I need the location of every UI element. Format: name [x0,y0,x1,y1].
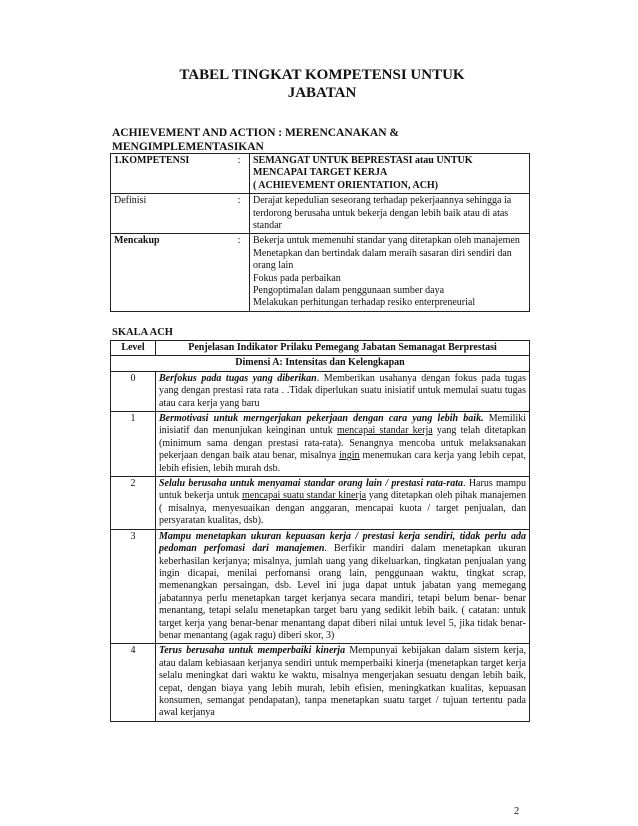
section-heading-line-2: MENGIMPLEMENTASIKAN [112,141,264,153]
level-description [156,529,530,644]
competency-row-scope [111,234,530,311]
level-number: 3 [111,529,156,644]
table-row [111,529,530,644]
competency-row-definition [111,194,530,234]
section-heading [112,126,512,154]
level-number: 0 [111,371,156,411]
scope-item: Bekerja untuk memenuhi standar yang ditetapkan oleh manajemen [253,235,520,247]
level-body: menemukan cara kerja yang lebih cepat, lebih efisien, lebih murah dsb. [159,450,526,474]
definition-colon: : [229,194,250,234]
competency-colon: : [229,154,250,194]
level-lead: Berfokus pada tugas yang diberikan [159,372,317,384]
competency-row-title [111,154,530,194]
scope-item: Pengoptimalan dalam penggunaan sumber daya [253,285,445,297]
competency-table [110,153,530,312]
title-line-1: TABEL TINGKAT KOMPETENSI UNTUK [179,67,465,83]
table-row [111,644,530,721]
level-description [156,412,530,477]
level-body: . Memberikan usahanya dengan fokus pada tugas yang dengan prestasi rata rata . .Tidak diperlukan suatu inisiatif untuk memulai suatu tugas atau cara kerja yang baru [159,372,527,409]
scope-colon: : [229,234,250,311]
table-row [111,477,530,530]
competency-value-line: SEMANGAT UNTUK BEPRESTASI atau UNTUK [253,155,473,166]
section-heading-line-1: ACHIEVEMENT AND ACTION : MERENCANAKAN & [112,127,399,139]
scale-dimension: Dimensi A: Intensitas dan Kelengkapan [111,356,530,371]
scale-header-desc: Penjelasan Indikator Prilaku Pemegang Jabatan Semanagat Berprestasi [156,341,530,356]
scope-item: Menetapkan dan bertindak dalam meraih sasaran diri sendiri dan orang lain [253,247,512,272]
scale-label: SKALA ACH [112,327,173,338]
table-row [111,412,530,477]
level-lead: Bermotivasi untuk merngerjakan pekerjaan dengan cara yang lebih baik. [159,413,484,425]
title-line-2: JABATAN [287,85,357,101]
level-body: yang ditetapkan oleh pihak manajemen ( misalnya, menyesuaikan dengan anggaran, mencapai kuota / target penjualan, dan persyaratan kualitas, dsb). [159,490,526,527]
scale-table [110,340,530,722]
level-number: 1 [111,412,156,477]
level-description [156,371,530,411]
scope-item: Fokus pada perbaikan [253,272,341,284]
level-underlined: mencapai suatu standar kinerja [241,490,367,502]
competency-value-line: MENCAPAI TARGET KERJA [253,167,388,179]
level-body: . Berfikir mandiri dalam menetapkan ukuran keberhasilan kerjanya; misalnya, jumlah uang yang dikeluarkan, tingkatan penjualan yang ingin dicapai, menilai perfomansi orang lain, penggunaan waktu, tingkat scrap, memenangkan persaingan, dsb. Level ini juga dapat untuk jabatan yang memegang jabatannya perlu menetapkan target kerjanya secara mandiri, tetapi belum benar- benar menantang, tetapi selalu menetapkan target baru yang sedikit lebih baik. ( catatan: untuk target kerja yang benar-benar menantang dapat diberi nilai untuk level 5, jika tidak benar- benar menantang (agak ragu) diberi skor, 3) [159,543,526,641]
page-number: 2 [514,806,520,817]
level-body: yang telah ditetapkan (minimum sama dengan prestasi rata-rata). Senangnya mencoba untuk melaksanakan pekerjaan dengan baik atau benar, misalnya [159,425,526,462]
competency-key: 1.KOMPETENSI [111,154,230,194]
scale-dimension-row [111,356,530,371]
level-number: 2 [111,477,156,530]
scale-header-row [111,341,530,356]
level-body: . Harus mampu untuk bekerja untuk [159,478,526,502]
level-number: 4 [111,644,156,721]
competency-value-line: ( ACHIEVEMENT ORIENTATION, ACH) [253,179,439,191]
competency-value [250,154,530,194]
table-row [111,371,530,411]
level-lead: Selalu berusaha untuk menyamai standar orang lain / prestasi rata-rata [159,478,464,490]
level-description [156,477,530,530]
scope-value [250,234,530,311]
level-lead: Mampu menetapkan ukuran kepuasan kerja / prestasi kerja sendiri, tidak perlu ada pedoman perfomasi dari manajemen [159,530,526,555]
level-description [156,644,530,721]
level-lead: Terus berusaha untuk memperbaiki kinerja [159,645,346,657]
definition-key: Definisi [111,194,230,234]
page-title [0,66,638,102]
level-body: Memiliki inisiatif dan menunjukan keinginan untuk [159,413,526,437]
scope-key: Mencakup [111,234,230,311]
level-underlined: mencapai standar kerja [336,425,433,437]
scope-item: Melakukan perhitungan terhadap resiko enterpreneurial [253,297,476,309]
scale-header-level: Level [111,341,156,356]
level-underlined: ingin [338,450,360,462]
definition-value: Derajat kepedulian seseorang terhadap pekerjaannya sehingga ia terdorong berusaha untuk bekerja dengan lebih baik atau di atas standar [250,194,530,234]
level-body: Mempunyai kebijakan dalam sistem kerja, atau dalam kebiasaan kerjanya sendiri untuk memperbaiki kinerja (menetapkan target kerja selalu meningkat dari waktu ke waktu, misalnya mengerjakan sesuatu dengan lebih baik, cepat, dengan biaya yang lebih murah, lebih efisien, meningkatkan kualitas, kepuasan konsumen, semangat pendapatan), tanpa menetapkan suatu target / tujuan tertentu pada awal kerjanya [159,645,526,719]
